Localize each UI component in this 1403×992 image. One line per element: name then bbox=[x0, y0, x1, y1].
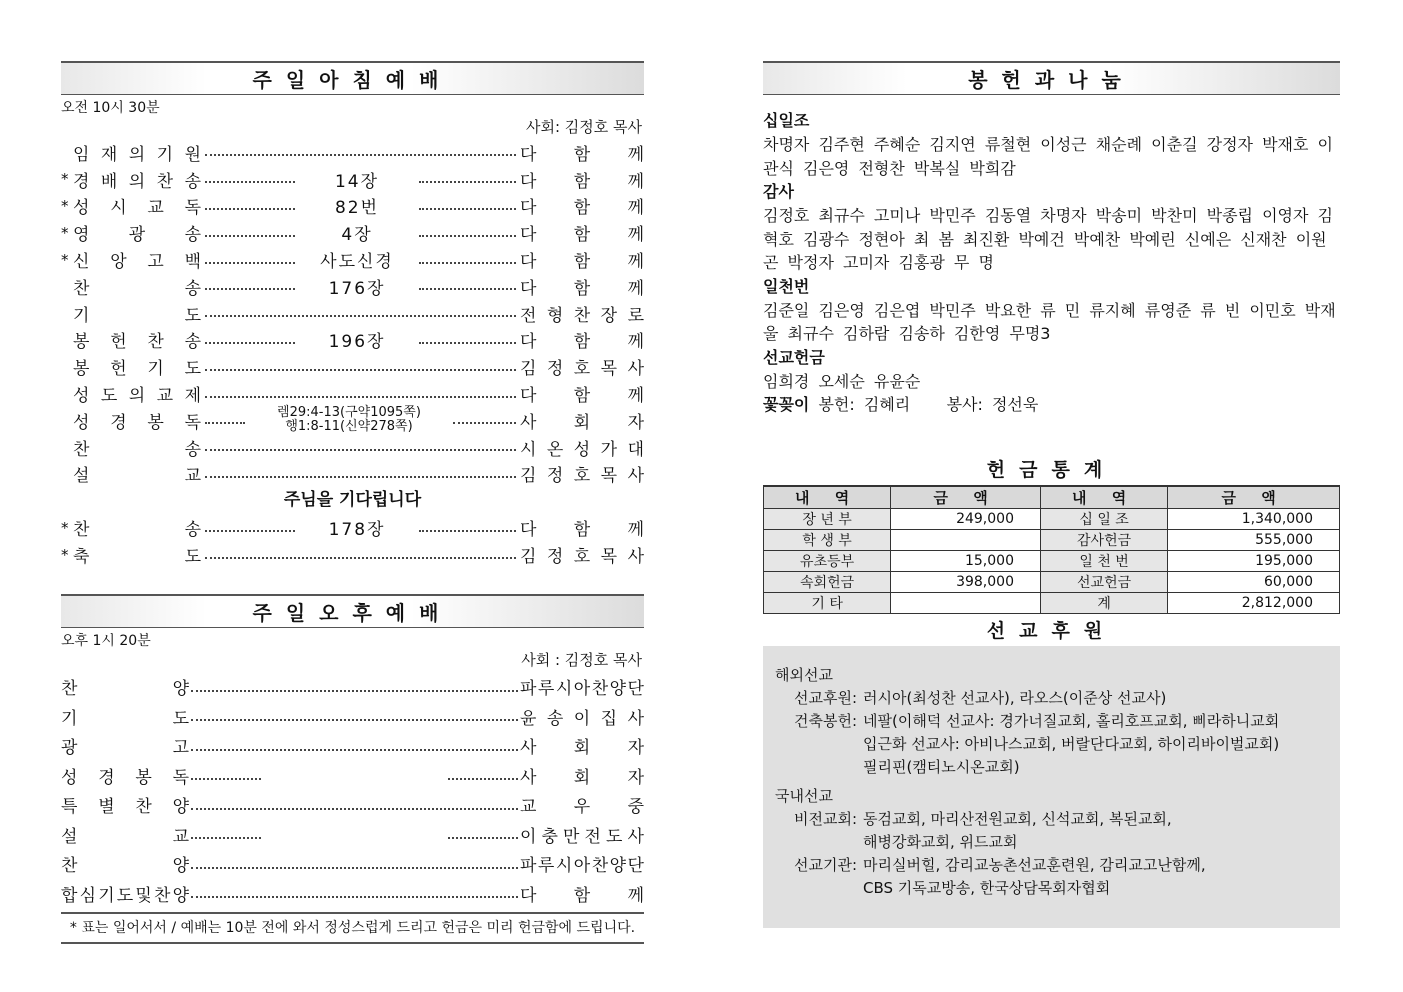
overseas-title: 해외선교 bbox=[775, 666, 833, 684]
order-leader: 다 함 께 bbox=[520, 144, 644, 165]
order-leader: 전 형 찬 장 로 bbox=[520, 305, 644, 326]
stats-amount-cell bbox=[891, 530, 1041, 551]
morning-order-list-2 bbox=[61, 434, 644, 488]
stats-row bbox=[764, 572, 1340, 593]
afternoon-order-leader: 다 함 께 bbox=[520, 885, 644, 906]
offering-group-names: 차명자 김주현 주혜순 김지연 류철현 이성근 채순례 이춘길 강정자 박재호 이관식 김은영 전형찬 박복실 박희감 bbox=[763, 135, 1333, 178]
mission-text bbox=[863, 687, 1328, 710]
mission-title: 선교후원 bbox=[986, 620, 1117, 642]
afternoon-service bbox=[61, 594, 644, 944]
order-name: 기 도 bbox=[73, 305, 201, 326]
afternoon-service-title: 주일오후예배 bbox=[61, 594, 644, 628]
order-leader: 다 함 께 bbox=[520, 225, 644, 246]
standing-mark: * bbox=[61, 250, 69, 269]
offering-group-names: 김정호 최규수 고미나 박민주 김동열 차명자 박송미 박찬미 박종립 이영자 김혁호 김광수 정현아 최 봄 최진환 박예건 박예찬 박예린 신예은 신재찬 이원곤 박정자 고미자 김홍광 무 명 bbox=[763, 206, 1333, 272]
mission-line: 러시아(최성찬 선교사), 라오스(이준상 선교사) bbox=[863, 689, 1167, 707]
stats-label-cell: 선교헌금 bbox=[1040, 572, 1167, 593]
order-leader: 다 함 께 bbox=[520, 386, 644, 407]
afternoon-row bbox=[61, 820, 644, 850]
stats-label-cell: 계 bbox=[1040, 593, 1167, 614]
offering-group-title: 일천번 bbox=[763, 276, 810, 296]
afternoon-row bbox=[61, 672, 644, 702]
afternoon-order-list bbox=[61, 672, 644, 908]
stats-header-cell: 금 액 bbox=[891, 486, 1041, 509]
afternoon-order-leader: 파 루 시 아 찬 양 단 bbox=[520, 679, 644, 700]
order-name: 성 시 교 독 bbox=[73, 198, 201, 219]
stats-label-cell: 일 천 번 bbox=[1040, 551, 1167, 572]
stats-row bbox=[764, 509, 1340, 530]
order-name: 신 앙 고 백 bbox=[73, 252, 201, 273]
order-row bbox=[61, 380, 644, 407]
order-row bbox=[61, 193, 644, 220]
order-name: 봉 헌 찬 송 bbox=[73, 332, 201, 353]
mission-text bbox=[863, 710, 1328, 779]
order-row bbox=[61, 353, 644, 380]
afternoon-host: 사회 : 김정호 목사 bbox=[521, 651, 642, 669]
scripture-who: 사 회 자 bbox=[520, 412, 644, 433]
stats-title: 헌금통계 bbox=[986, 459, 1117, 481]
afternoon-order-name: 설 교 bbox=[61, 826, 189, 847]
stats-amount-cell: 2,812,000 bbox=[1168, 593, 1340, 614]
mission-label: 선교기관: bbox=[793, 856, 857, 874]
afternoon-order-name: 기 도 bbox=[61, 708, 189, 729]
standing-mark: * bbox=[61, 518, 69, 537]
stats-amount-cell bbox=[891, 593, 1041, 614]
mission-line: 네팔(이해덕 선교사: 경가너질교회, 홀리호프교회, 삐라하니교회 bbox=[863, 712, 1280, 730]
mission-line: 입근화 선교사: 아비나스교회, 버랄단다교회, 하이리바이벌교회) bbox=[863, 735, 1280, 753]
order-row bbox=[61, 219, 644, 246]
order-detail: 176장 bbox=[328, 278, 386, 299]
morning-service-title: 주일아침예배 bbox=[61, 61, 644, 95]
mission-row bbox=[775, 854, 1328, 900]
order-leader: 다 함 께 bbox=[520, 278, 644, 299]
overseas-list bbox=[775, 687, 1328, 779]
mission-row bbox=[775, 808, 1328, 854]
order-detail: 4장 bbox=[341, 225, 373, 246]
flower-label: 꽃꽂이 bbox=[763, 395, 810, 414]
order-row bbox=[61, 139, 644, 166]
order-row bbox=[61, 541, 644, 568]
offering-group-title: 선교헌금 bbox=[763, 347, 825, 367]
order-leader: 김 정 호 목 사 bbox=[520, 466, 644, 487]
stats-amount-cell: 195,000 bbox=[1168, 551, 1340, 572]
afternoon-order-leader: 사 회 자 bbox=[520, 738, 644, 759]
morning-order-list-3 bbox=[61, 514, 644, 568]
stats-label-cell: 속회헌금 bbox=[764, 572, 891, 593]
scripture-refs: 렘29:4-13(구약1095쪽) 행1:8-11(신약278쪽) bbox=[277, 405, 421, 435]
stats-label-cell: 감사헌금 bbox=[1040, 530, 1167, 551]
afternoon-row bbox=[61, 761, 644, 791]
stats-header-row bbox=[764, 486, 1340, 509]
order-detail: 178장 bbox=[328, 520, 386, 541]
stats-row bbox=[764, 530, 1340, 551]
order-name: 찬 송 bbox=[73, 439, 201, 460]
offering-group-names: 김준일 김은영 김은엽 박민주 박요한 류 민 류지혜 류영준 류 빈 이민호 박재울 최규수 김하람 김송하 김한영 무명3 bbox=[763, 300, 1336, 343]
order-detail: 사도신경 bbox=[320, 252, 394, 273]
stats-amount-cell: 60,000 bbox=[1168, 572, 1340, 593]
standing-mark: * bbox=[61, 170, 69, 189]
afternoon-order-leader: 사 회 자 bbox=[520, 767, 644, 788]
afternoon-order-leader: 파 루 시 아 찬 양 단 bbox=[520, 856, 644, 877]
afternoon-order-leader: 교 우 중 bbox=[520, 797, 644, 818]
order-leader: 다 함 께 bbox=[520, 198, 644, 219]
order-row bbox=[61, 327, 644, 354]
stats-header-cell: 금 액 bbox=[1168, 486, 1340, 509]
order-name: 설 교 bbox=[73, 466, 201, 487]
stats-label-cell: 기 타 bbox=[764, 593, 891, 614]
standing-mark: * bbox=[61, 223, 69, 242]
mission-text bbox=[863, 808, 1328, 854]
order-detail: 82번 bbox=[334, 198, 380, 219]
order-row bbox=[61, 461, 644, 488]
mission-line: CBS 기독교방송, 한국상담목회자협회 bbox=[863, 879, 1111, 897]
afternoon-order-name: 합 심 기 도 및 찬 양 bbox=[61, 885, 189, 906]
mission-line: 필리핀(캠티노시온교회) bbox=[863, 758, 1020, 776]
mission-box bbox=[763, 646, 1340, 928]
afternoon-order-name: 성 경 봉 독 bbox=[61, 767, 189, 788]
order-name: 경 배 의 찬 송 bbox=[73, 171, 201, 192]
afternoon-row bbox=[61, 879, 644, 909]
afternoon-time: 오후 1시 20분 bbox=[61, 633, 151, 649]
mission-label: 비전교회: bbox=[793, 810, 857, 828]
stats-amount-cell: 1,340,000 bbox=[1168, 509, 1340, 530]
offering-groups bbox=[763, 109, 1340, 393]
order-name: 찬 송 bbox=[73, 278, 201, 299]
order-name: 봉 헌 기 도 bbox=[73, 359, 201, 380]
offering-title: 봉헌과나눔 bbox=[763, 61, 1340, 95]
stats-amount-cell: 15,000 bbox=[891, 551, 1041, 572]
mission-line: 해병강화교회, 위드교회 bbox=[863, 833, 1018, 851]
order-row bbox=[61, 300, 644, 327]
order-name: 영 광 송 bbox=[73, 225, 201, 246]
afternoon-row bbox=[61, 702, 644, 732]
order-name: 성 도 의 교 제 bbox=[73, 386, 201, 407]
order-row bbox=[61, 166, 644, 193]
mission-label: 건축봉헌: bbox=[793, 712, 857, 730]
order-row bbox=[61, 434, 644, 461]
afternoon-order-name: 찬 양 bbox=[61, 856, 189, 877]
stats-label-cell: 학 생 부 bbox=[764, 530, 891, 551]
order-leader: 다 함 께 bbox=[520, 252, 644, 273]
order-leader: 김 정 호 목 사 bbox=[520, 547, 644, 568]
morning-time: 오전 10시 30분 bbox=[61, 100, 160, 116]
flower-text: 봉헌: 김혜리 봉사: 정선욱 bbox=[818, 395, 1039, 414]
offering-stats bbox=[763, 455, 1340, 614]
offering-group-title: 십일조 bbox=[763, 111, 810, 130]
order-leader: 다 함 께 bbox=[520, 332, 644, 353]
afternoon-row bbox=[61, 849, 644, 879]
order-name: 임 재 의 기 원 bbox=[73, 144, 201, 165]
order-row bbox=[61, 246, 644, 273]
standing-mark: * bbox=[61, 196, 69, 215]
order-leader: 김 정 호 목 사 bbox=[520, 359, 644, 380]
offering-group-names: 임희경 오세순 유윤순 bbox=[763, 371, 921, 391]
morning-service bbox=[61, 61, 644, 568]
afternoon-order-leader: 윤 송 이 집 사 bbox=[520, 708, 644, 729]
stats-amount-cell: 249,000 bbox=[891, 509, 1041, 530]
scripture-name: 성 경 봉 독 bbox=[73, 412, 201, 433]
stats-table bbox=[763, 485, 1340, 614]
mission-line: 동검교회, 마리산전원교회, 신석교회, 복된교회, bbox=[863, 810, 1172, 828]
stats-amount-cell: 398,000 bbox=[891, 572, 1041, 593]
scripture-row bbox=[61, 407, 644, 434]
order-detail: 196장 bbox=[328, 332, 386, 353]
mission-line: 마리실버힐, 감리교농촌선교훈련원, 감리교고난함께, bbox=[863, 856, 1206, 874]
standing-mark: * bbox=[61, 545, 69, 564]
domestic-list bbox=[775, 808, 1328, 900]
afternoon-row bbox=[61, 790, 644, 820]
order-leader: 다 함 께 bbox=[520, 171, 644, 192]
order-name: 찬 송 bbox=[73, 520, 201, 541]
stats-amount-cell: 555,000 bbox=[1168, 530, 1340, 551]
stats-row bbox=[764, 593, 1340, 614]
stats-label-cell: 장 년 부 bbox=[764, 509, 891, 530]
stats-label-cell: 십 일 조 bbox=[1040, 509, 1167, 530]
notice-text: * 표는 일어서서 / 예배는 10분 전에 와서 정성스럽게 드리고 헌금은 미리 헌금함에 드립니다. bbox=[61, 912, 644, 944]
order-name: 축 도 bbox=[73, 547, 201, 568]
stats-header-cell: 내 역 bbox=[764, 486, 891, 509]
order-row bbox=[61, 514, 644, 541]
mission-row bbox=[775, 687, 1328, 710]
morning-host: 사회: 김정호 목사 bbox=[525, 118, 642, 136]
afternoon-order-name: 특 별 찬 양 bbox=[61, 797, 189, 818]
offering-group-title: 감사 bbox=[763, 182, 794, 201]
domestic-title: 국내선교 bbox=[775, 787, 833, 805]
mission-text bbox=[863, 854, 1328, 900]
order-detail: 14장 bbox=[334, 171, 380, 192]
afternoon-order-leader: 이 충 만 전 도 사 bbox=[520, 826, 644, 847]
afternoon-row bbox=[61, 731, 644, 761]
mission-label: 선교후원: bbox=[793, 689, 857, 707]
stats-header-cell: 내 역 bbox=[1040, 486, 1167, 509]
stats-label-cell: 유초등부 bbox=[764, 551, 891, 572]
order-row bbox=[61, 273, 644, 300]
sermon-title: 주님을 기다립니다 bbox=[283, 490, 422, 511]
mission-section bbox=[763, 616, 1340, 928]
offering-section bbox=[763, 61, 1340, 417]
afternoon-order-name: 찬 양 bbox=[61, 679, 189, 700]
mission-row bbox=[775, 710, 1328, 779]
order-leader: 시 온 성 가 대 bbox=[520, 439, 644, 460]
flower-line bbox=[763, 393, 1340, 417]
afternoon-order-name: 광 고 bbox=[61, 738, 189, 759]
order-leader: 다 함 께 bbox=[520, 520, 644, 541]
stats-row bbox=[764, 551, 1340, 572]
morning-order-list bbox=[61, 139, 644, 407]
